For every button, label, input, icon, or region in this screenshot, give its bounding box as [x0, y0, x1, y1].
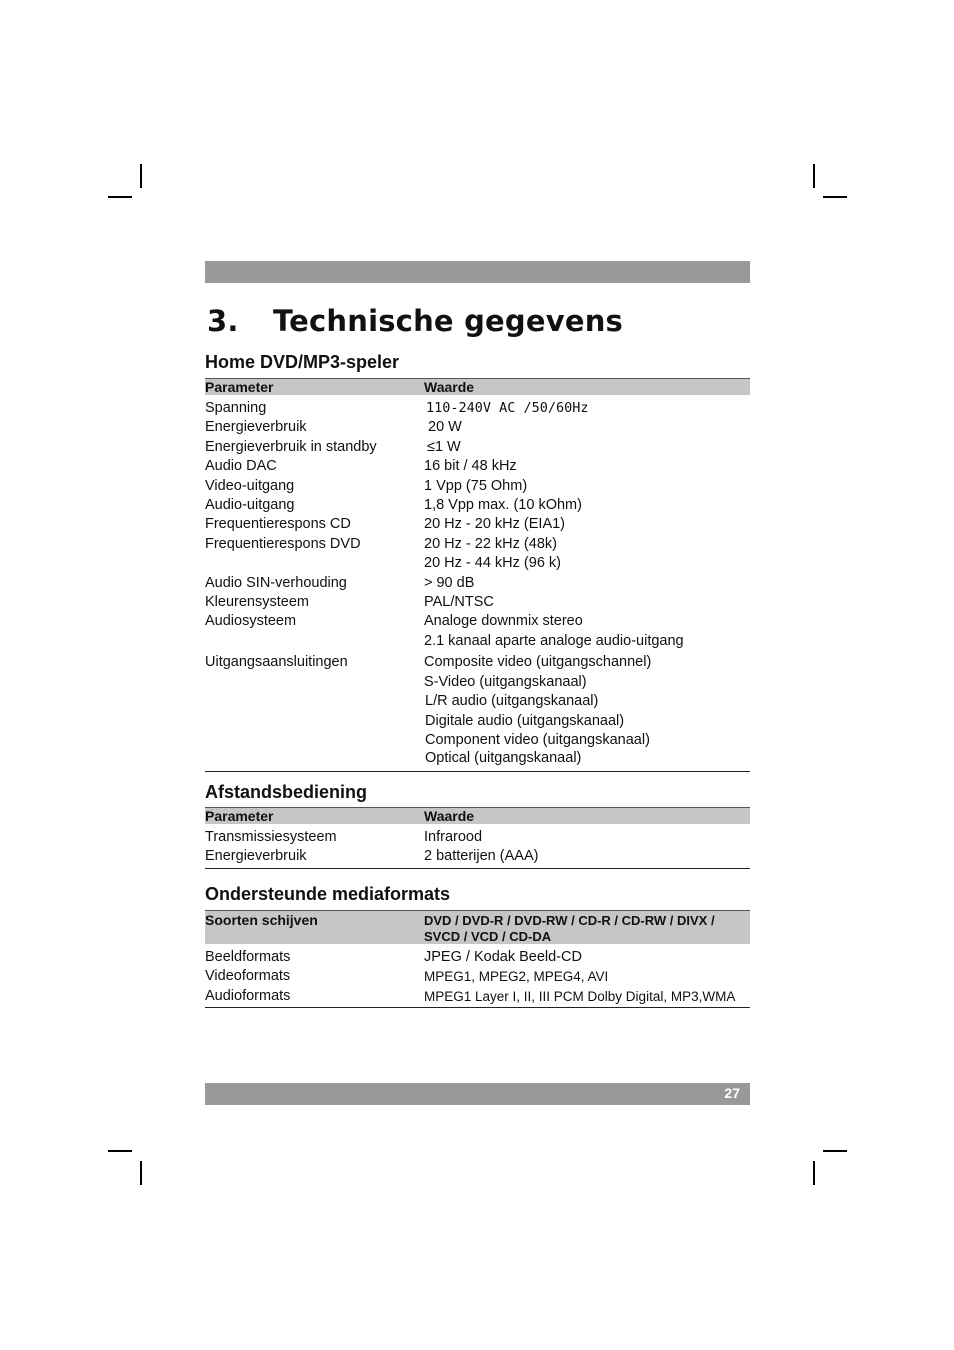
crop-mark — [813, 1161, 815, 1185]
row-param: Kleurensysteem — [205, 594, 309, 611]
table-row — [205, 496, 750, 515]
table-row — [205, 847, 750, 866]
row-param — [205, 554, 424, 573]
spec-table-media — [205, 910, 750, 1008]
section-title-remote: Afstandsbediening — [205, 782, 368, 802]
row-param: Video-uitgang — [205, 477, 295, 494]
header-value: Waarde — [424, 379, 475, 395]
table-row — [205, 457, 750, 476]
crop-mark — [823, 196, 847, 198]
row-param: Frequentierespons CD — [205, 516, 351, 533]
table-row — [205, 828, 750, 847]
table-row — [205, 712, 750, 731]
row-value: 20 W — [428, 419, 462, 436]
row-param: Uitgangsaansluitingen — [205, 654, 348, 671]
row-value: Composite video (uitgangschannel) — [424, 654, 652, 671]
table-header — [205, 807, 750, 824]
row-value: 2 batterijen (AAA) — [424, 848, 539, 865]
crop-mark — [140, 164, 142, 188]
row-value: JPEG / Kodak Beeld-CD — [424, 949, 582, 965]
table-row — [205, 731, 750, 750]
header-value: Waarde — [424, 808, 475, 824]
row-param: Energieverbruik — [205, 848, 307, 865]
row-value: S-Video (uitgangskanaal) — [424, 673, 587, 690]
row-param: Transmissiesysteem — [205, 829, 337, 845]
table-row — [205, 632, 750, 651]
chapter-number: 3. — [207, 304, 239, 338]
table-row — [205, 612, 750, 631]
row-value: Component video (uitgangskanaal) — [425, 731, 650, 748]
row-param: Frequentierespons DVD — [205, 535, 361, 552]
page-number: 27 — [724, 1085, 740, 1101]
table-row — [205, 574, 750, 593]
table-row — [205, 987, 750, 1006]
row-value: 110-240V AC /50/60Hz — [426, 400, 589, 416]
row-param — [205, 750, 424, 767]
chapter-heading — [207, 304, 623, 338]
row-value: PAL/NTSC — [424, 594, 494, 611]
table-row — [205, 418, 750, 437]
table-row — [205, 399, 750, 418]
table-row — [205, 535, 750, 554]
table-row — [205, 692, 750, 711]
row-param: Audioformats — [205, 987, 291, 1004]
row-value: > 90 dB — [424, 574, 475, 591]
row-param — [205, 712, 424, 731]
table-row — [205, 653, 750, 672]
section-title-player: Home DVD/MP3-speler — [205, 352, 400, 372]
spec-table-remote — [205, 807, 750, 869]
crop-mark — [108, 1150, 132, 1152]
table-row — [205, 593, 750, 612]
footer-bar — [205, 1083, 750, 1105]
table-row — [205, 750, 750, 767]
crop-mark — [108, 196, 132, 198]
header-disc-list: DVD / DVD-R / DVD-RW / CD-R / CD-RW / DIVX / SVCD / VCD / CD-DA — [424, 913, 715, 944]
row-value: 1,8 Vpp max. (10 kOhm) — [424, 497, 582, 514]
section-title-media: Ondersteunde mediaformats — [205, 884, 451, 904]
row-param — [205, 673, 424, 692]
row-value: Analoge downmix stereo — [424, 613, 583, 630]
row-param — [205, 692, 424, 711]
row-value: MPEG1, MPEG2, MPEG4, AVI — [424, 969, 609, 985]
table-row — [205, 515, 750, 534]
header-bar — [205, 261, 750, 283]
row-param: Spanning — [205, 400, 267, 416]
chapter-title: Technische gegevens — [273, 304, 624, 338]
row-param: Beeldformats — [205, 949, 291, 965]
row-param: Audio-uitgang — [205, 497, 295, 514]
row-value: L/R audio (uitgangskanaal) — [425, 693, 599, 710]
row-value: 2.1 kanaal aparte analoge audio-uitgang — [424, 632, 684, 649]
row-value: 16 bit / 48 kHz — [424, 458, 517, 475]
crop-mark — [140, 1161, 142, 1185]
crop-mark — [823, 1150, 847, 1152]
crop-mark — [813, 164, 815, 188]
row-value: Infrarood — [424, 829, 483, 845]
row-value: Digitale audio (uitgangskanaal) — [425, 712, 625, 729]
table-row — [205, 477, 750, 496]
row-param — [205, 632, 424, 651]
row-value: MPEG1 Layer I, II, III PCM Dolby Digital, MP3,WMA — [424, 988, 736, 1004]
table-header — [205, 378, 750, 395]
row-value: 20 Hz - 22 kHz (48k) — [424, 535, 557, 552]
table-row — [205, 948, 750, 967]
row-value: Optical (uitgangskanaal) — [425, 750, 582, 767]
table-row — [205, 554, 750, 573]
row-param: Videoformats — [205, 968, 291, 985]
spec-table-player — [205, 378, 750, 772]
header-parameter: Parameter — [205, 379, 274, 395]
row-value: 20 Hz - 20 kHz (EIA1) — [424, 516, 566, 533]
table-header — [205, 910, 750, 944]
row-param — [205, 731, 424, 750]
row-value: 20 Hz - 44 kHz (96 k) — [424, 555, 561, 572]
header-disc-types: Soorten schijven — [205, 912, 318, 928]
table-row — [205, 438, 750, 457]
header-parameter: Parameter — [205, 808, 274, 824]
row-param: Audiosysteem — [205, 613, 297, 630]
table-row — [205, 967, 750, 986]
row-param: Energieverbruik in standby — [205, 438, 377, 455]
row-value: 1 Vpp (75 Ohm) — [424, 477, 528, 494]
row-param: Energieverbruik — [205, 419, 307, 436]
row-param: Audio SIN-verhouding — [205, 574, 347, 591]
row-value: ≤1 W — [427, 438, 461, 455]
table-row — [205, 673, 750, 692]
row-param: Audio DAC — [205, 458, 277, 475]
